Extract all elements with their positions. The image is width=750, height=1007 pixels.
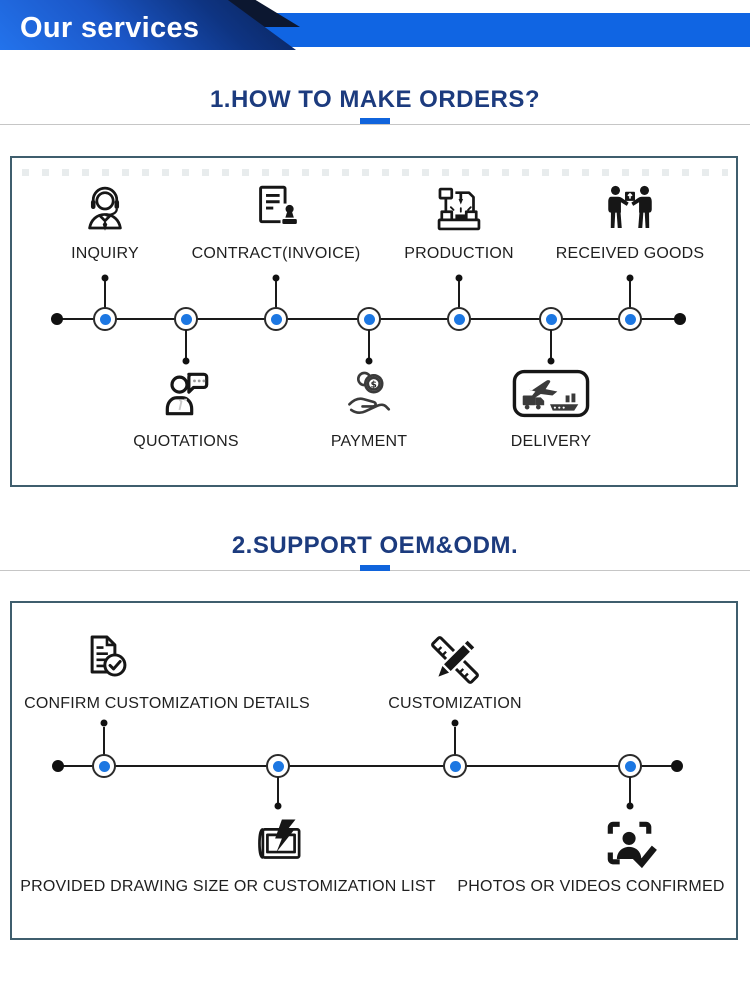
hand-coin-icon bbox=[340, 364, 400, 424]
photo-confirm-icon bbox=[600, 814, 660, 874]
timeline-end-dot bbox=[674, 313, 686, 325]
factory-machine-icon bbox=[430, 180, 488, 238]
section1-accent-underline bbox=[360, 118, 390, 124]
step-label-contract: CONTRACT(INVOICE) bbox=[191, 245, 361, 262]
connector-line bbox=[275, 281, 277, 309]
step-label-received-goods: RECEIVED GOODS bbox=[555, 245, 705, 262]
handover-box-icon bbox=[601, 180, 659, 238]
step-label-quotations: QUOTATIONS bbox=[133, 433, 239, 450]
timeline-start-dot bbox=[51, 313, 63, 325]
connector-line bbox=[458, 281, 460, 309]
person-chat-icon bbox=[157, 364, 217, 424]
connector-line bbox=[629, 281, 631, 309]
timeline-node bbox=[174, 307, 198, 331]
headset-agent-icon bbox=[76, 180, 134, 238]
decorative-dashed-strip bbox=[22, 169, 728, 176]
step-label-photos-confirmed: PHOTOS OR VIDEOS CONFIRMED bbox=[457, 878, 725, 895]
timeline-start-dot bbox=[52, 760, 64, 772]
step-label-delivery: DELIVERY bbox=[510, 433, 592, 450]
connector-line bbox=[277, 777, 279, 803]
section2-title: 2.SUPPORT OEM&ODM. bbox=[231, 532, 519, 559]
section2-accent-underline bbox=[360, 565, 390, 571]
step-label-payment: PAYMENT bbox=[330, 433, 408, 450]
timeline bbox=[58, 765, 677, 767]
timeline-node bbox=[92, 754, 116, 778]
page-title: Our services bbox=[20, 12, 200, 44]
timeline-node bbox=[539, 307, 563, 331]
connector-line bbox=[454, 727, 456, 756]
connector-dot bbox=[548, 358, 555, 365]
connector-dot bbox=[627, 803, 634, 810]
transport-modes-icon bbox=[512, 369, 590, 418]
timeline-node bbox=[266, 754, 290, 778]
svg-text:$: $ bbox=[370, 380, 377, 391]
step-label-provided-drawing: PROVIDED DRAWING SIZE OR CUSTOMIZATION LIST bbox=[20, 878, 436, 895]
step-label-customization: CUSTOMIZATION bbox=[388, 695, 522, 712]
pencil-ruler-icon bbox=[425, 630, 485, 690]
connector-line bbox=[629, 777, 631, 803]
connector-dot bbox=[275, 803, 282, 810]
timeline-end-dot bbox=[671, 760, 683, 772]
step-label-production: PRODUCTION bbox=[404, 245, 514, 262]
timeline-node bbox=[618, 754, 642, 778]
timeline-node bbox=[93, 307, 117, 331]
timeline-node bbox=[443, 754, 467, 778]
timeline-node bbox=[357, 307, 381, 331]
section1-title: 1.HOW TO MAKE ORDERS? bbox=[209, 86, 541, 113]
timeline-node bbox=[618, 307, 642, 331]
connector-line bbox=[550, 330, 552, 358]
connector-line bbox=[368, 330, 370, 358]
timeline-node bbox=[264, 307, 288, 331]
connector-dot bbox=[101, 720, 108, 727]
connector-line bbox=[185, 330, 187, 358]
connector-dot bbox=[452, 720, 459, 727]
step-label-confirm-details: CONFIRM CUSTOMIZATION DETAILS bbox=[24, 695, 310, 712]
document-check-icon bbox=[79, 630, 135, 686]
timeline-node bbox=[447, 307, 471, 331]
connector-line bbox=[104, 281, 106, 309]
step-label-inquiry: INQUIRY bbox=[71, 245, 139, 262]
contract-stamp-icon bbox=[247, 180, 305, 238]
section1-divider-line bbox=[0, 124, 750, 125]
connector-line bbox=[103, 727, 105, 756]
drawing-board-icon bbox=[252, 814, 310, 872]
